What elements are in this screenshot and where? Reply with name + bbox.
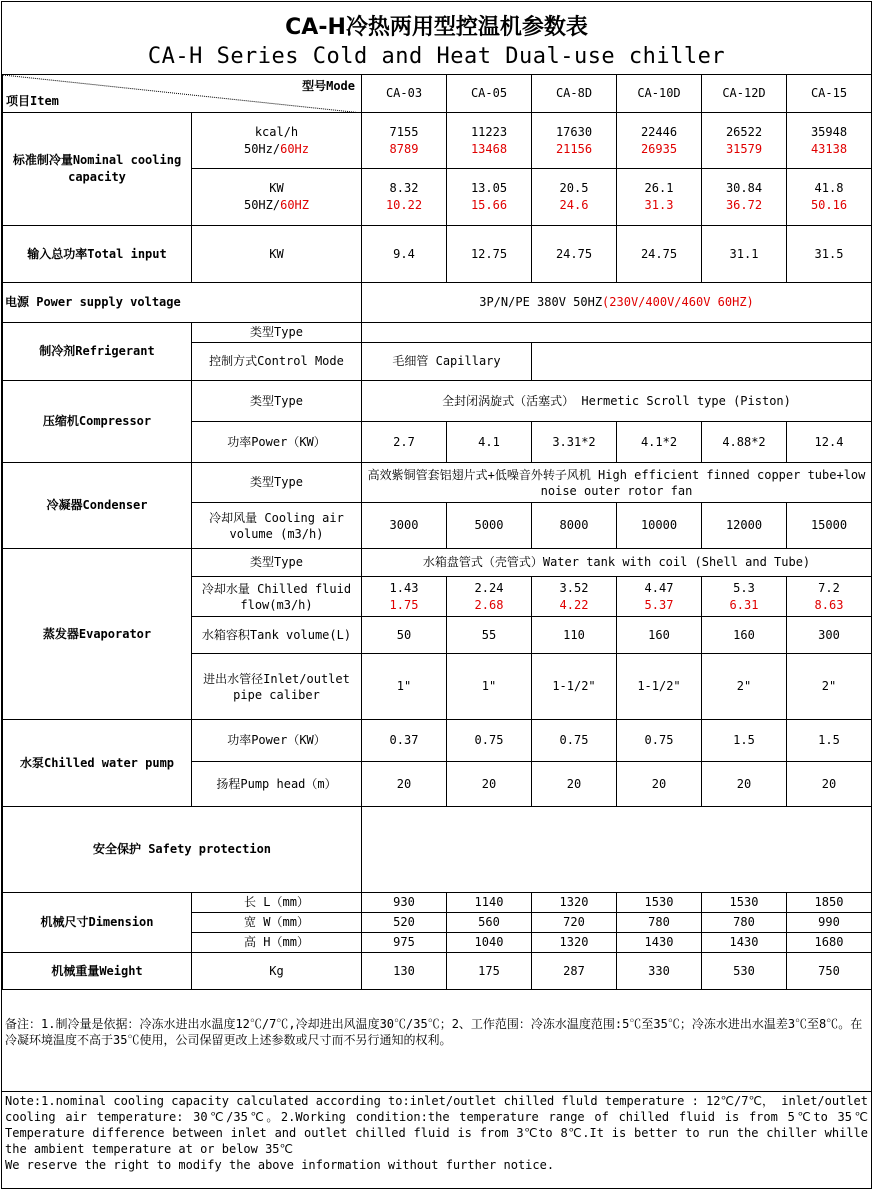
condenser-label: 冷凝器Condenser (3, 463, 192, 549)
mode-label: 型号Mode (302, 79, 355, 93)
kw-60: 24.6 (559, 198, 589, 212)
power-supply-row (3, 283, 872, 323)
flow-60: 6.31 (729, 597, 759, 612)
header-row (3, 75, 872, 113)
height-label: 高 H（mm） (192, 933, 362, 953)
kw-50: 20.5 (559, 181, 589, 195)
notes-divider (2, 1091, 871, 1092)
unit-50hz: 50HZ/ (243, 198, 281, 212)
evaporator-tank-cell: 50 (362, 617, 447, 654)
evaporator-tank-cell: 160 (617, 617, 702, 654)
kw-60: 10.22 (385, 198, 423, 212)
condenser-air-cell: 5000 (447, 503, 532, 549)
pump-power-cell: 0.37 (362, 720, 447, 762)
cooling-kcal-cell (617, 113, 702, 169)
evaporator-flow-cell (702, 577, 787, 617)
evaporator-type-value: 水箱盘管式（壳管式）Water tank with coil (Shell and Tube) (362, 549, 872, 577)
width-cell: 990 (787, 913, 872, 933)
model-header: CA-05 (447, 75, 532, 113)
pump-head-cell: 20 (617, 762, 702, 807)
unit-50hz: 50Hz/ (243, 141, 281, 156)
height-cell: 1680 (787, 933, 872, 953)
hz-unit (194, 141, 359, 158)
cooling-kcal-cell (787, 113, 872, 169)
model-header: CA-10D (617, 75, 702, 113)
flow-60: 1.75 (389, 597, 419, 612)
evaporator-type-row (3, 549, 872, 577)
cooling-kw-cell (702, 169, 787, 226)
evaporator-pipe-cell: 2" (787, 654, 872, 720)
input-power-cell: 9.4 (362, 226, 447, 283)
cooling-kcal-cell (447, 113, 532, 169)
weight-cell: 750 (787, 953, 872, 990)
refrigerant-label: 制冷剂Refrigerant (3, 323, 192, 381)
cooling-kw-unit (192, 169, 362, 226)
height-cell: 1430 (617, 933, 702, 953)
pump-power-row (3, 720, 872, 762)
model-header: CA-8D (532, 75, 617, 113)
pump-power-cell: 1.5 (702, 720, 787, 762)
pump-head-label: 扬程Pump head（m） (192, 762, 362, 807)
compressor-power-cell: 12.4 (787, 422, 872, 463)
compressor-power-cell: 4.1 (447, 422, 532, 463)
power-supply-value (362, 283, 872, 323)
cooling-kw-cell (532, 169, 617, 226)
power-supply-label: 电源 Power supply voltage (3, 283, 362, 323)
flow-50: 3.52 (559, 580, 589, 595)
kw-60: 15.66 (470, 198, 508, 212)
condenser-air-cell: 10000 (617, 503, 702, 549)
cooling-kcal-cell (702, 113, 787, 169)
model-header: CA-12D (702, 75, 787, 113)
width-label: 宽 W（mm） (192, 913, 362, 933)
header-diagonal-cell (3, 75, 362, 113)
cooling-kw-cell (447, 169, 532, 226)
kw-50: 26.1 (644, 181, 674, 195)
control-mode-empty (532, 343, 872, 381)
pump-power-cell: 1.5 (787, 720, 872, 762)
model-header: CA-03 (362, 75, 447, 113)
evaporator-tank-label: 水箱容积Tank volume(L) (192, 617, 362, 654)
note-chinese: 备注：1.制冷量是依据：冷冻水进出水温度12℃/7℃,冷却进出风温度30℃/35℃；2、工作范围：冷冻水温度范围:5℃至35℃；冷冻水进出水温差3℃至8℃。在冷凝环境温度不高于35℃使用，公司保留更改上述参数或尺寸而不另行通知的权利。 (5, 1017, 863, 1047)
refrigerant-type-value (362, 323, 872, 343)
length-cell: 1320 (532, 893, 617, 913)
width-cell: 780 (617, 913, 702, 933)
evaporator-label: 蒸发器Evaporator (3, 549, 192, 720)
condenser-type-row (3, 463, 872, 503)
flow-50: 4.47 (644, 580, 674, 595)
input-power-cell: 24.75 (617, 226, 702, 283)
condenser-type-label: 类型Type (192, 463, 362, 503)
evaporator-flow-cell (617, 577, 702, 617)
length-cell: 1850 (787, 893, 872, 913)
pump-label: 水泵Chilled water pump (3, 720, 192, 807)
width-cell: 720 (532, 913, 617, 933)
compressor-power-cell: 4.88*2 (702, 422, 787, 463)
compressor-power-cell: 2.7 (362, 422, 447, 463)
evaporator-pipe-label: 进出水管径Inlet/outlet pipe caliber (192, 654, 362, 720)
note-english-text: Note:1.nominal cooling capacity calculated according to:inlet/outlet chilled fluld temperature : 12℃/7℃， inlet/outlet cooling air temperature: 30℃/35℃。2.Working condition:the temperature range of chilled fluid is from 5℃to 35℃ Temperature difference between inlet and outlet chilled fluid is from 3℃to 8℃.It is better to run the chiller whille the ambient temperature at or below 35℃ (5, 1094, 868, 1156)
width-cell: 520 (362, 913, 447, 933)
kcal-50: 17630 (555, 124, 593, 139)
evaporator-pipe-cell: 1-1/2" (532, 654, 617, 720)
kw-50: 13.05 (470, 181, 508, 195)
safety-value (362, 807, 872, 893)
refrigerant-type-row (3, 323, 872, 343)
weight-row (3, 953, 872, 990)
dimension-label: 机械尺寸Dimension (3, 893, 192, 953)
height-cell: 1320 (532, 933, 617, 953)
height-cell: 1040 (447, 933, 532, 953)
safety-row (3, 807, 872, 893)
cooling-kw-cell (362, 169, 447, 226)
evaporator-tank-cell: 300 (787, 617, 872, 654)
safety-label: 安全保护 Safety protection (3, 807, 362, 893)
evaporator-flow-label: 冷却水量 Chilled fluid flow(m3/h) (192, 577, 362, 617)
compressor-label: 压缩机Compressor (3, 381, 192, 463)
input-power-unit: KW (192, 226, 362, 283)
control-mode-value: 毛细管 Capillary (362, 343, 532, 381)
unit-60hz: 60Hz (280, 141, 310, 156)
hz-unit (194, 197, 359, 214)
weight-cell: 130 (362, 953, 447, 990)
power-supply-60hz: (230V/400V/460V 60HZ) (602, 295, 754, 309)
title-english: CA-H Series Cold and Heat Dual-use chiller (147, 44, 726, 69)
evaporator-pipe-cell: 1" (447, 654, 532, 720)
pump-power-cell: 0.75 (532, 720, 617, 762)
weight-cell: 175 (447, 953, 532, 990)
unit-60hz: 60HZ (280, 198, 310, 212)
cooling-kw-cell (787, 169, 872, 226)
compressor-power-label: 功率Power（KW） (192, 422, 362, 463)
kcal-60: 43138 (810, 141, 848, 156)
kcal-60: 31579 (725, 141, 763, 156)
condenser-air-cell: 8000 (532, 503, 617, 549)
flow-50: 7.2 (818, 580, 840, 595)
kw-50: 8.32 (389, 181, 419, 195)
length-cell: 1140 (447, 893, 532, 913)
pump-power-cell: 0.75 (617, 720, 702, 762)
kw-unit: KW (269, 181, 284, 195)
compressor-type-value: 全封闭涡旋式（活塞式） Hermetic Scroll type (Piston) (362, 381, 872, 422)
input-power-cell: 12.75 (447, 226, 532, 283)
height-cell: 1430 (702, 933, 787, 953)
kcal-unit: kcal/h (254, 124, 299, 139)
cooling-capacity-label: 标准制冷量Nominal cooling capacity (3, 113, 192, 226)
length-label: 长 L（mm） (192, 893, 362, 913)
input-power-row (3, 226, 872, 283)
flow-60: 5.37 (644, 597, 674, 612)
note-english-reserve: We reserve the right to modify the above information without further notice. (5, 1158, 555, 1172)
cooling-kw-cell (617, 169, 702, 226)
kcal-50: 7155 (389, 124, 419, 139)
kcal-50: 22446 (640, 124, 678, 139)
weight-label: 机械重量Weight (3, 953, 192, 990)
weight-cell: 287 (532, 953, 617, 990)
kcal-60: 13468 (470, 141, 508, 156)
flow-60: 4.22 (559, 597, 589, 612)
pump-power-cell: 0.75 (447, 720, 532, 762)
width-cell: 560 (447, 913, 532, 933)
flow-50: 1.43 (389, 580, 419, 595)
kw-60: 50.16 (810, 198, 848, 212)
weight-cell: 330 (617, 953, 702, 990)
refrigerant-type-label: 类型Type (192, 323, 362, 343)
pump-head-cell: 20 (447, 762, 532, 807)
kw-50: 41.8 (814, 181, 844, 195)
weight-cell: 530 (702, 953, 787, 990)
evaporator-tank-cell: 55 (447, 617, 532, 654)
length-cell: 1530 (617, 893, 702, 913)
power-supply-50hz: 3P/N/PE 380V 50HZ (479, 295, 603, 309)
model-header: CA-15 (787, 75, 872, 113)
evaporator-type-label: 类型Type (192, 549, 362, 577)
cooling-kcal-row (3, 113, 872, 169)
condenser-air-cell: 3000 (362, 503, 447, 549)
evaporator-flow-cell (532, 577, 617, 617)
cooling-kcal-unit (192, 113, 362, 169)
kw-60: 31.3 (644, 198, 674, 212)
kcal-60: 8789 (389, 141, 419, 156)
condenser-air-cell: 12000 (702, 503, 787, 549)
flow-60: 8.63 (814, 597, 844, 612)
evaporator-pipe-cell: 1-1/2" (617, 654, 702, 720)
input-power-cell: 31.1 (702, 226, 787, 283)
evaporator-pipe-cell: 2" (702, 654, 787, 720)
compressor-type-row (3, 381, 872, 422)
flow-50: 5.3 (733, 580, 755, 595)
pump-power-label: 功率Power（KW） (192, 720, 362, 762)
kcal-50: 26522 (725, 124, 763, 139)
pump-head-cell: 20 (702, 762, 787, 807)
input-power-label: 输入总功率Total input (3, 226, 192, 283)
kw-50: 30.84 (725, 181, 763, 195)
pump-head-cell: 20 (532, 762, 617, 807)
item-label: 项目Item (6, 94, 59, 108)
kcal-60: 26935 (640, 141, 678, 156)
evaporator-tank-cell: 110 (532, 617, 617, 654)
weight-unit: Kg (192, 953, 362, 990)
pump-head-cell: 20 (787, 762, 872, 807)
title-chinese: CA-H冷热两用型控温机参数表 (285, 15, 588, 40)
compressor-type-label: 类型Type (192, 381, 362, 422)
spec-table (2, 74, 872, 990)
width-cell: 780 (702, 913, 787, 933)
dimension-length-row (3, 893, 872, 913)
input-power-cell: 24.75 (532, 226, 617, 283)
note-english (2, 1093, 871, 1173)
condenser-air-cell: 15000 (787, 503, 872, 549)
compressor-power-cell: 3.31*2 (532, 422, 617, 463)
height-cell: 975 (362, 933, 447, 953)
control-mode-label: 控制方式Control Mode (192, 343, 362, 381)
evaporator-flow-cell (787, 577, 872, 617)
kw-60: 36.72 (725, 198, 763, 212)
pump-head-cell: 20 (362, 762, 447, 807)
spec-sheet (1, 1, 872, 1189)
length-cell: 1530 (702, 893, 787, 913)
kcal-60: 21156 (555, 141, 593, 156)
cooling-kcal-cell (362, 113, 447, 169)
condenser-air-label: 冷却风量 Cooling air volume (m3/h) (192, 503, 362, 549)
evaporator-pipe-cell: 1" (362, 654, 447, 720)
flow-50: 2.24 (474, 580, 504, 595)
input-power-cell: 31.5 (787, 226, 872, 283)
evaporator-flow-cell (447, 577, 532, 617)
kcal-50: 11223 (470, 124, 508, 139)
evaporator-tank-cell: 160 (702, 617, 787, 654)
flow-60: 2.68 (474, 597, 504, 612)
condenser-type-value: 高效紫铜管套铝翅片式+低噪音外转子风机 High efficient finned copper tube+low noise outer rotor fan (362, 463, 872, 503)
kcal-50: 35948 (810, 124, 848, 139)
compressor-power-cell: 4.1*2 (617, 422, 702, 463)
evaporator-flow-cell (362, 577, 447, 617)
cooling-kcal-cell (532, 113, 617, 169)
length-cell: 930 (362, 893, 447, 913)
